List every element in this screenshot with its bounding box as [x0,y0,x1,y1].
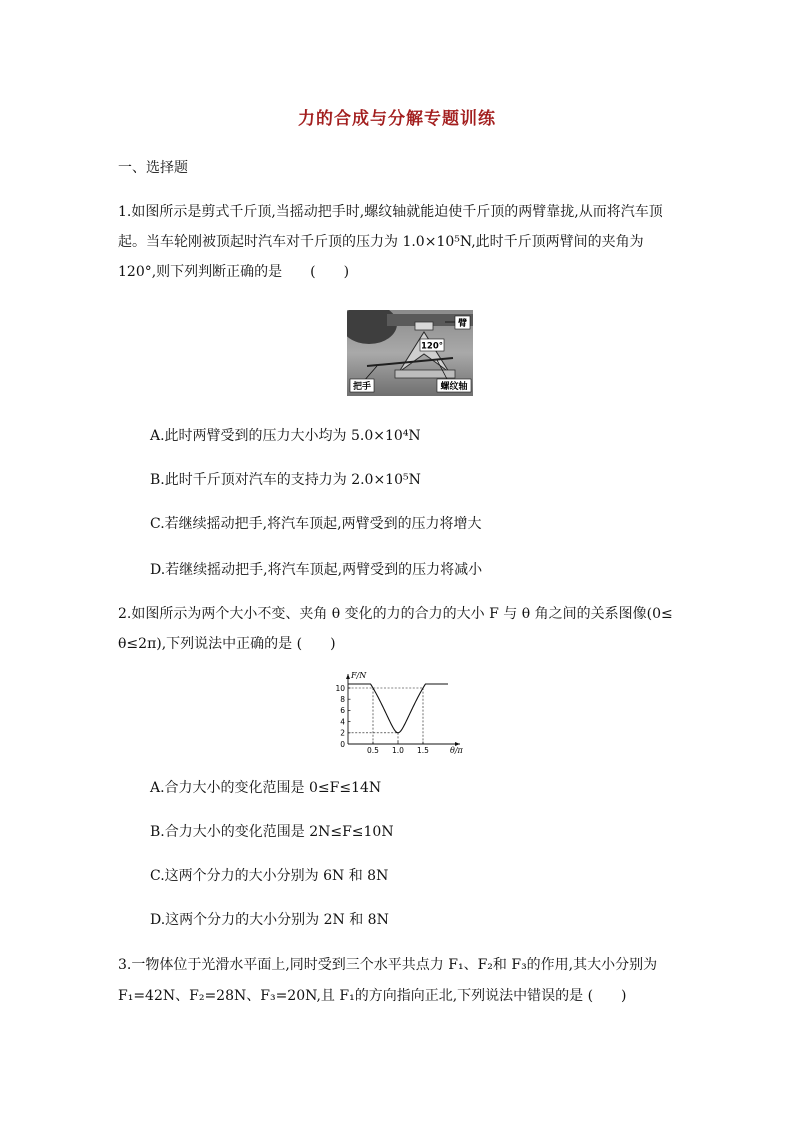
y-axis-arrow [346,674,350,679]
page-title: 力的合成与分解专题训练 [298,109,496,129]
q2-option-c[interactable]: C.这两个分力的大小分别为 6N 和 8N [150,868,389,884]
x-tick-label: 0.5 [367,746,379,755]
x-tick-label: 1.0 [392,746,404,755]
q2-text-line1: 2.如图所示为两个大小不变、夹角 θ 变化的力的合力的大小 F 与 θ 角之间的关系图像(0≤ [118,606,673,622]
chart-axes [346,674,460,746]
y-axis-label: F/N [351,671,367,680]
q1-text-line3: 120°,则下列判断正确的是 ( ) [118,264,350,280]
chart-series [348,684,448,733]
x-tick-label: 1.5 [417,746,429,755]
scissor-jack-illustration [347,310,473,396]
x-axis-label: θ/π [450,746,463,755]
q3-text-line1: 3.一物体位于光滑水平面上,同时受到三个水平共点力 F₁、F₂和 F₃的作用,其大小分别为 [118,957,658,973]
q1-option-a[interactable]: A.此时两臂受到的压力大小均为 5.0×10⁴N [150,428,421,444]
label-angle: 120° [421,341,443,352]
label-handle: 把手 [352,382,372,392]
q1-option-d[interactable]: D.若继续摇动把手,将汽车顶起,两臂受到的压力将减小 [150,562,483,578]
label-arm: 臂 [457,319,468,329]
q1-text-line2: 起。当车轮刚被顶起时汽车对千斤顶的压力为 1.0×10⁵N,此时千斤顶两臂间的夹角为 [118,234,644,250]
q2-option-d[interactable]: D.这两个分力的大小分别为 2N 和 8N [150,912,389,928]
label-screw: 螺纹轴 [440,382,468,392]
q2-text-line2: θ≤2π),下列说法中正确的是 ( ) [118,636,336,652]
q1-option-c[interactable]: C.若继续摇动把手,将汽车顶起,两臂受到的压力将增大 [150,516,482,532]
y-tick-label: 4 [340,717,345,727]
q1-text-line1: 1.如图所示是剪式千斤顶,当摇动把手时,螺纹轴就能迫使千斤顶的两臂靠拢,从而将汽车顶 [118,204,663,220]
chart-guides [348,688,423,744]
force-angle-chart [325,668,465,758]
q3-text-line2: F₁=42N、F₂=28N、F₃=20N,且 F₁的方向指向正北,下列说法中错误的是 ( ) [118,988,627,1004]
chart-svg [325,668,465,758]
jack-top-saddle [415,322,433,330]
y-tick-label: 8 [340,695,345,704]
y-tick-label: 10 [335,683,345,693]
y-tick-label: 0 [340,739,345,749]
q1-option-b[interactable]: B.此时千斤顶对汽车的支持力为 2.0×10⁵N [150,472,421,488]
q2-option-b[interactable]: B.合力大小的变化范围是 2N≤F≤10N [150,824,394,840]
y-tick-label: 6 [340,706,345,716]
q2-option-a[interactable]: A.合力大小的变化范围是 0≤F≤14N [150,780,382,796]
series-line-F [348,684,448,733]
scissor-jack-figure [347,310,473,396]
y-tick-label: 2 [340,728,345,738]
section-heading: 一、选择题 [118,160,188,176]
